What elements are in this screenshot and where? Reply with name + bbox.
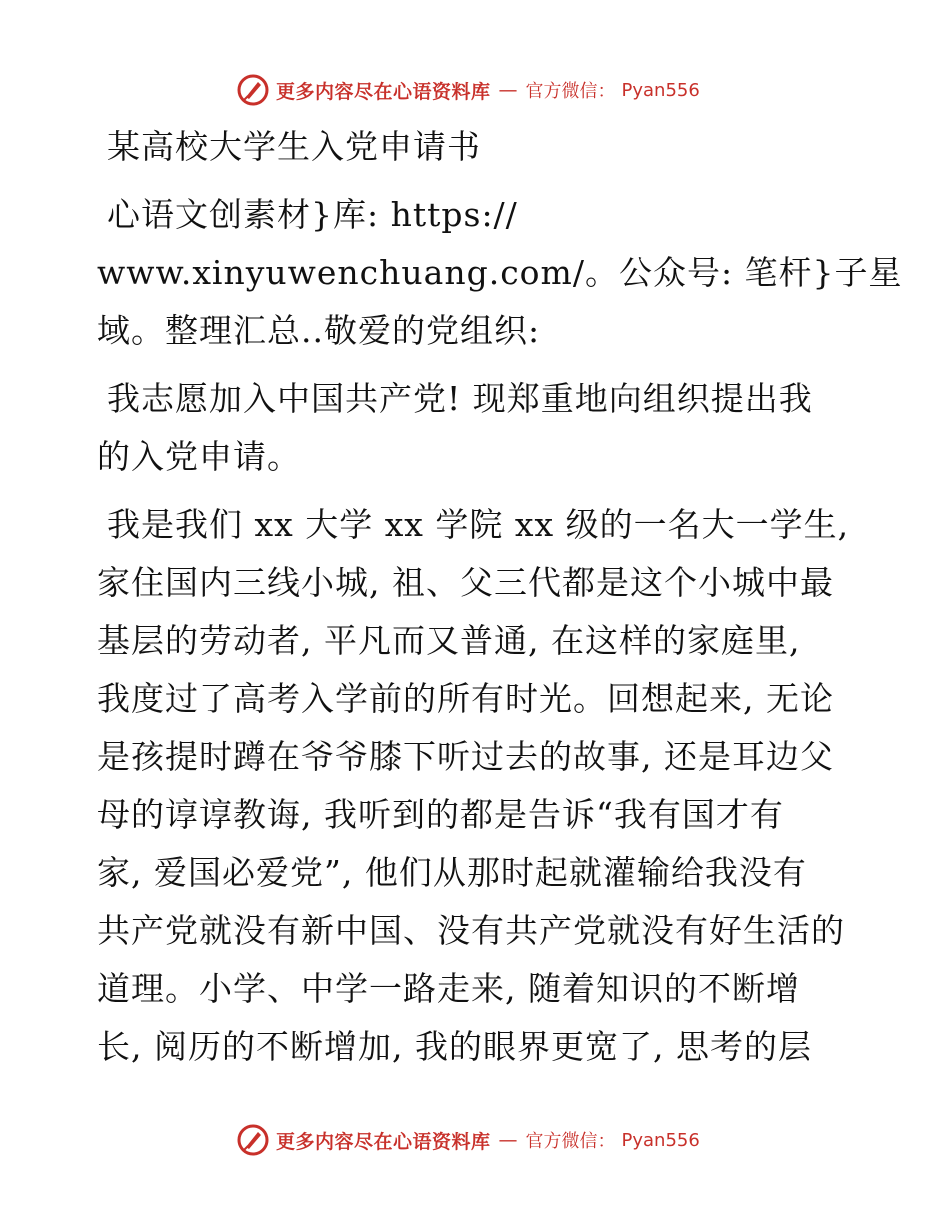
text-line: 基层的劳动者, 平凡而又普通, 在这样的家庭里,: [97, 621, 801, 660]
document-title: 某高校大学生入党申请书: [107, 127, 481, 166]
watermark-dash: —: [498, 79, 518, 101]
text-line: 共产党就没有新中国、没有共产党就没有好生活的: [97, 911, 845, 950]
text-line: 道理。小学、中学一路走来, 随着知识的不断增: [97, 969, 800, 1008]
paragraph-background: [97, 496, 857, 1076]
text-line: 的入党申请。: [97, 437, 301, 476]
watermark-wechat-id: Pyan556: [621, 1129, 700, 1151]
header-watermark: [236, 72, 796, 108]
footer-watermark: [236, 1122, 796, 1158]
watermark-wechat-id: Pyan556: [621, 79, 700, 101]
quill-logo-icon: [236, 73, 270, 107]
text-line: 心语文创素材}库: https://: [107, 195, 518, 234]
text-line: 母的谆谆教诲, 我听到的都是告诉“我有国才有: [97, 795, 784, 834]
text-line: 我度过了高考入学前的所有时光。回想起来, 无论: [97, 679, 834, 718]
text-line: 家, 爱国必爱党”, 他们从那时起就灌输给我没有: [97, 853, 807, 892]
watermark-official-label: 官方微信：: [525, 1131, 616, 1152]
text-line: 域。整理汇总..敬爱的党组织:: [97, 311, 541, 350]
text-line: 长, 阅历的不断增加, 我的眼界更宽了, 思考的层: [97, 1027, 812, 1066]
paragraph-application: [97, 370, 857, 486]
text-line: 是孩提时蹲在爷爷膝下听过去的故事, 还是耳边父: [97, 737, 834, 776]
paragraph-intro: [97, 186, 903, 360]
quill-logo-icon: [236, 1123, 270, 1157]
watermark-brand-text: 更多内容尽在心语资料库: [276, 1130, 491, 1153]
document-body: [97, 118, 903, 1076]
watermark-brand-text: 更多内容尽在心语资料库: [276, 80, 491, 103]
text-line: 家住国内三线小城, 祖、父三代都是这个小城中最: [97, 563, 834, 602]
text-line: 我是我们 xx 大学 xx 学院 xx 级的一名大一学生,: [107, 505, 850, 544]
watermark-official-label: 官方微信：: [525, 81, 616, 102]
text-line: 我志愿加入中国共产党! 现郑重地向组织提出我: [107, 379, 813, 418]
text-line: www.xinyuwenchuang.com/。公众号: 笔杆}子星: [97, 253, 903, 292]
watermark-dash: —: [498, 1129, 518, 1151]
